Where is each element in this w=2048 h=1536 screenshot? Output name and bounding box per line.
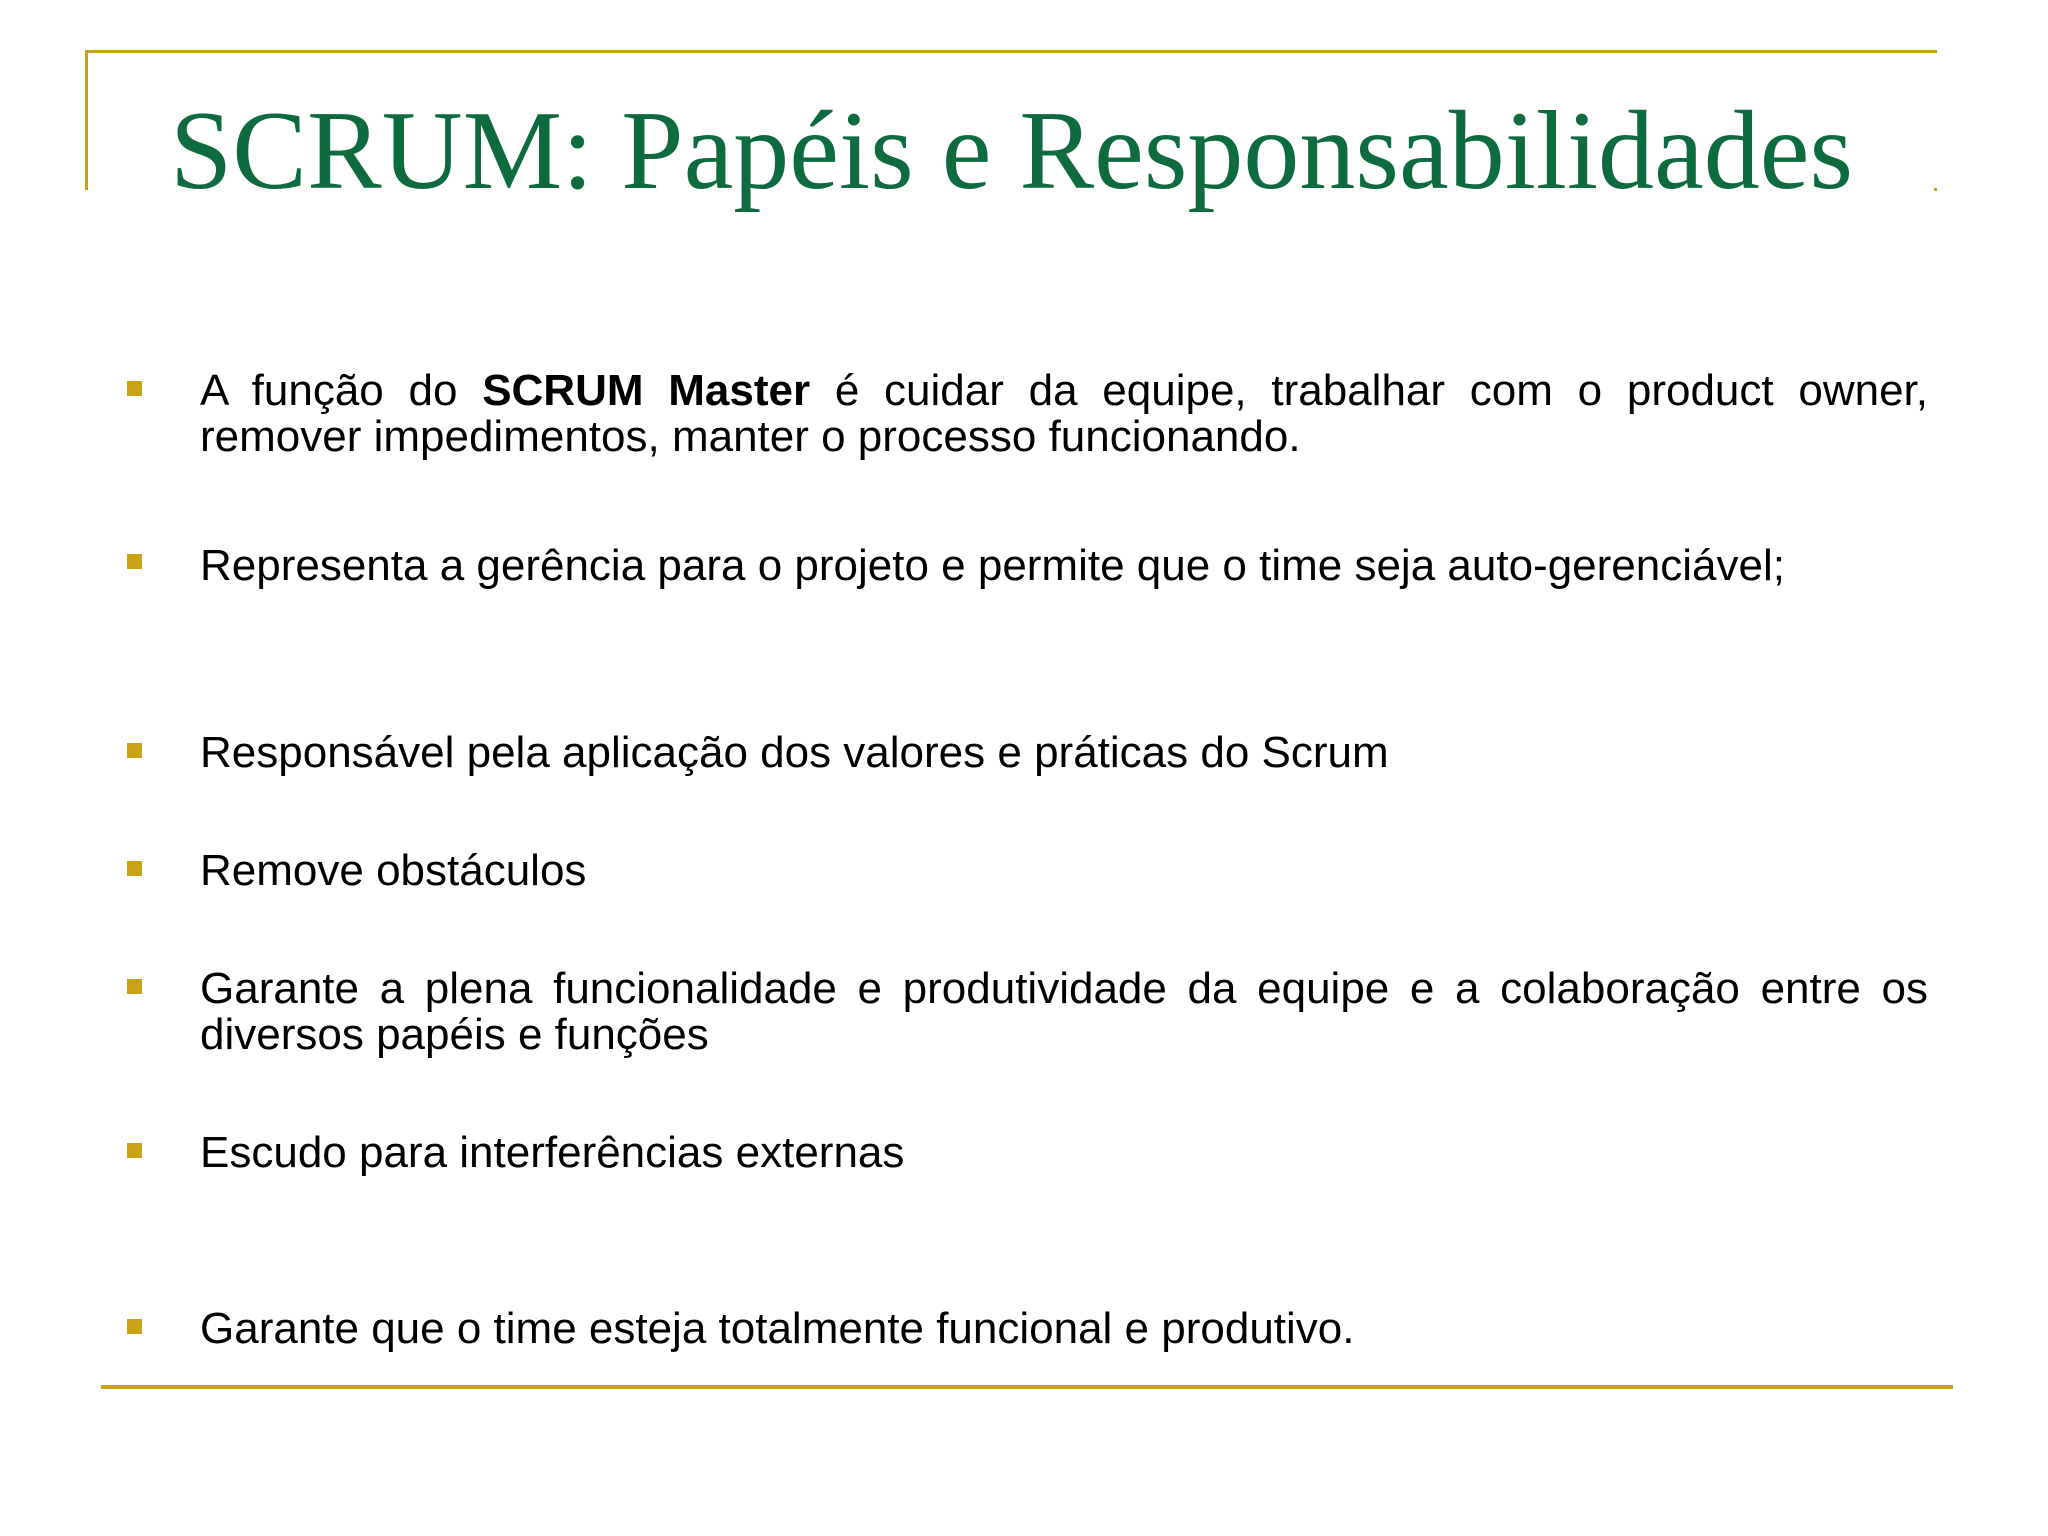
bullet-text: Representa a gerência para o projeto e permite que o time seja auto-gerenciável; (200, 541, 1785, 590)
square-bullet-icon (127, 1319, 142, 1334)
square-bullet-icon (127, 861, 142, 876)
square-bullet-icon (127, 743, 142, 758)
bullet-text-lead: A função do (200, 366, 483, 415)
bullet-item-guarantees-functionality (200, 966, 1928, 1058)
bullet-item-responsible (200, 730, 1928, 776)
bullet-text: Remove obstáculos (200, 846, 587, 895)
bullet-text: Garante a plena funcionalidade e produtividade da equipe e a colaboração entre os diversos papéis e funções (200, 964, 1928, 1059)
bullet-item-team-functional (200, 1306, 1928, 1352)
bullet-text-bold: SCRUM Master (482, 366, 811, 415)
bullet-item-shield (200, 1130, 1928, 1176)
bullet-text: Escudo para interferências externas (200, 1128, 905, 1177)
bullet-item-removes-obstacles (200, 848, 1928, 894)
bottom-border-line (101, 1385, 1953, 1389)
bullet-item-scrum-master (200, 368, 1928, 460)
bullet-text: Responsável pela aplicação dos valores e práticas do Scrum (200, 728, 1389, 777)
square-bullet-icon (127, 1143, 142, 1158)
square-bullet-icon (127, 554, 142, 569)
bullet-text-rest: é cuidar da equipe, trabalhar com o product owner, remover impedimentos, manter o processo funcionando. (200, 366, 1928, 461)
slide-title: SCRUM: Papéis e Responsabilidades (170, 89, 1854, 213)
bullet-text: Garante que o time esteja totalmente funcional e produtivo. (200, 1304, 1355, 1353)
square-bullet-icon (127, 381, 142, 396)
square-bullet-icon (127, 979, 142, 994)
bullet-item-represents-management (200, 538, 1928, 594)
